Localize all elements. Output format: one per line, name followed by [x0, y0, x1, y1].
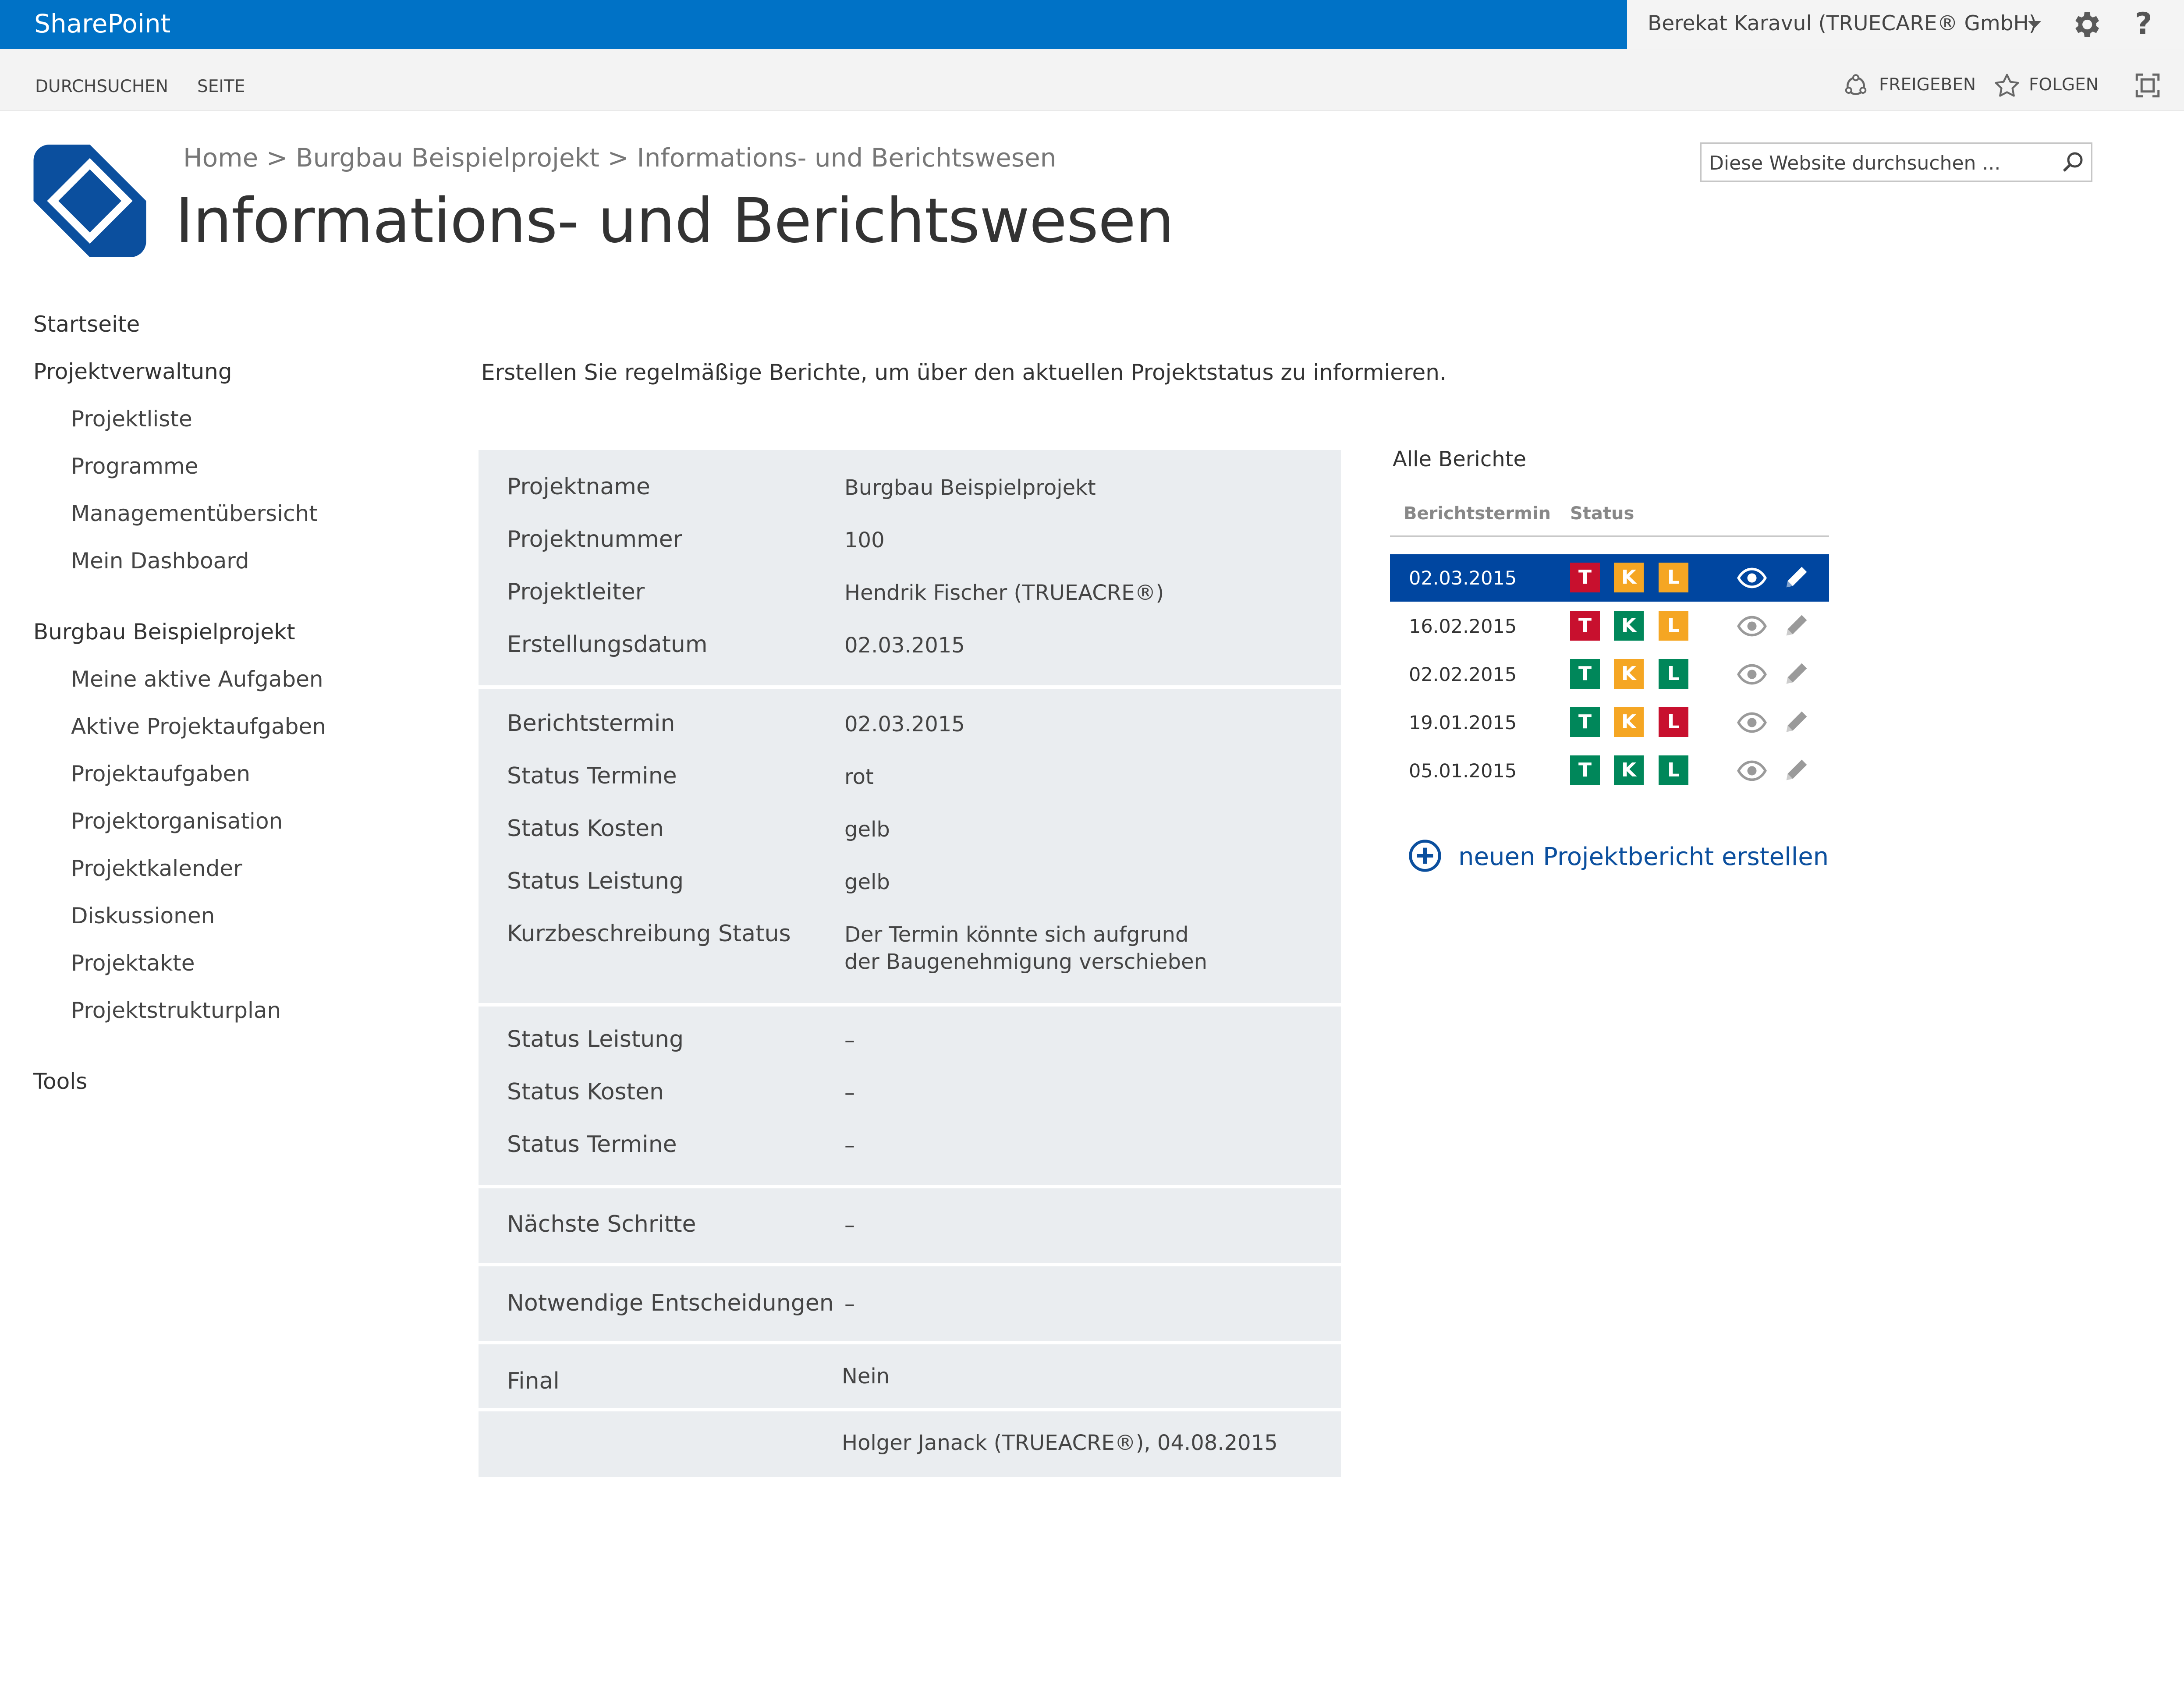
chevron-down-icon[interactable] — [2028, 21, 2041, 28]
nav-projektliste[interactable]: Projektliste — [71, 406, 192, 432]
nav-programme[interactable]: Programme — [71, 454, 199, 479]
nav-mein-dashboard[interactable]: Mein Dashboard — [71, 548, 249, 574]
view-icon[interactable] — [1734, 563, 1769, 593]
value-status-termine-2: – — [844, 1133, 855, 1158]
label-status-kosten-2: Status Kosten — [507, 1079, 664, 1105]
gear-icon[interactable] — [2069, 8, 2102, 41]
status-badge-t: T — [1570, 707, 1600, 737]
follow-button[interactable]: FOLGEN — [2029, 75, 2099, 95]
intro-text: Erstellen Sie regelmäßige Berichte, um über den aktuellen Projektstatus zu informieren. — [481, 360, 1447, 385]
share-icon[interactable] — [1843, 73, 1869, 99]
label-entscheidungen: Notwendige Entscheidungen — [507, 1290, 834, 1316]
search-placeholder: Diese Website durchsuchen ... — [1709, 152, 2001, 174]
edit-icon[interactable] — [1779, 610, 1814, 641]
nav-startseite[interactable]: Startseite — [33, 312, 140, 337]
label-final: Final — [507, 1368, 560, 1394]
label-naechste-schritte: Nächste Schritte — [507, 1211, 696, 1237]
nav-projektakte[interactable]: Projektakte — [71, 950, 195, 976]
help-icon[interactable]: ? — [2135, 7, 2152, 41]
nav-projektverwaltung[interactable]: Projektverwaltung — [33, 359, 232, 384]
value-projektleiter: Hendrik Fischer (TRUEACRE®) — [844, 581, 1164, 605]
nav-projektorganisation[interactable]: Projektorganisation — [71, 808, 283, 834]
status-badge-k: K — [1614, 563, 1644, 592]
value-kurzbeschreibung-line1: Der Termin könnte sich aufgrund — [844, 922, 1189, 947]
value-naechste-schritte: – — [844, 1213, 855, 1237]
add-circle-icon[interactable] — [1408, 838, 1443, 873]
status-badge-t: T — [1570, 659, 1600, 689]
nav-meine-aktive-aufgaben[interactable]: Meine aktive Aufgaben — [71, 666, 323, 692]
label-berichtstermin: Berichtstermin — [507, 710, 675, 737]
nav-projektaufgaben[interactable]: Projektaufgaben — [71, 761, 251, 787]
label-projektnummer: Projektnummer — [507, 526, 683, 553]
label-status-leistung-2: Status Leistung — [507, 1026, 684, 1053]
sharepoint-brand[interactable]: SharePoint — [34, 9, 171, 39]
status-badge-t: T — [1570, 563, 1600, 592]
report-date[interactable]: 02.03.2015 — [1409, 567, 1517, 589]
status-badge-t: T — [1570, 755, 1600, 785]
tab-seite[interactable]: SEITE — [197, 77, 245, 96]
nav-aktive-projektaufgaben[interactable]: Aktive Projektaufgaben — [71, 714, 326, 739]
report-date[interactable]: 05.01.2015 — [1409, 760, 1517, 782]
value-berichtstermin: 02.03.2015 — [844, 712, 965, 737]
report-date[interactable]: 16.02.2015 — [1409, 616, 1517, 638]
focus-mode-icon[interactable] — [2133, 71, 2162, 100]
report-date[interactable]: 02.02.2015 — [1409, 664, 1517, 686]
view-icon[interactable] — [1734, 659, 1769, 690]
col-header-status[interactable]: Status — [1570, 503, 1634, 524]
nav-projektstrukturplan[interactable]: Projektstrukturplan — [71, 998, 281, 1023]
nav-projektkalender[interactable]: Projektkalender — [71, 856, 242, 881]
new-report-label[interactable]: neuen Projektbericht erstellen — [1458, 843, 1829, 871]
reports-heading: Alle Berichte — [1393, 447, 1526, 471]
value-entscheidungen: – — [844, 1292, 855, 1316]
page-title: Informations- und Berichtswesen — [175, 185, 1174, 257]
nav-tools[interactable]: Tools — [33, 1069, 88, 1094]
breadcrumb[interactable]: Home > Burgbau Beispielprojekt > Informations- und Berichtswesen — [183, 143, 1057, 173]
suite-brand-area — [0, 0, 1627, 49]
label-erstellungsdatum: Erstellungsdatum — [507, 631, 708, 658]
status-badge-k: K — [1614, 659, 1644, 689]
label-kurzbeschreibung: Kurzbeschreibung Status — [507, 921, 791, 947]
search-icon[interactable] — [2060, 149, 2086, 175]
label-projektleiter: Projektleiter — [507, 579, 645, 605]
label-status-kosten: Status Kosten — [507, 815, 664, 842]
nav-diskussionen[interactable]: Diskussionen — [71, 903, 215, 929]
value-final: Nein — [842, 1364, 890, 1389]
value-status-kosten: gelb — [844, 817, 890, 842]
nav-managementuebersicht[interactable]: Managementübersicht — [71, 501, 318, 526]
col-header-date[interactable]: Berichtstermin — [1404, 503, 1551, 524]
status-badge-t: T — [1570, 611, 1600, 641]
status-badge-l: L — [1659, 707, 1688, 737]
status-badge-l: L — [1659, 659, 1688, 689]
value-status-termine: rot — [844, 765, 874, 789]
report-date[interactable]: 19.01.2015 — [1409, 712, 1517, 734]
label-projektname: Projektname — [507, 474, 650, 500]
edit-icon[interactable] — [1779, 706, 1814, 737]
view-icon[interactable] — [1734, 755, 1769, 786]
signature-text: Holger Janack (TRUEACRE®), 04.08.2015 — [842, 1431, 1278, 1455]
edit-icon[interactable] — [1779, 658, 1814, 689]
tab-durchsuchen[interactable]: DURCHSUCHEN — [35, 77, 168, 96]
status-badge-k: K — [1614, 755, 1644, 785]
star-icon[interactable] — [1993, 72, 2021, 100]
user-menu[interactable]: Berekat Karavul (TRUECARE® GmbH) — [1648, 11, 2037, 35]
nav-burgbau-beispielprojekt[interactable]: Burgbau Beispielprojekt — [33, 619, 295, 645]
label-status-termine-2: Status Termine — [507, 1131, 677, 1158]
view-icon[interactable] — [1734, 707, 1769, 738]
value-status-leistung-2: – — [844, 1028, 855, 1053]
status-badge-l: L — [1659, 563, 1688, 592]
view-icon[interactable] — [1734, 611, 1769, 641]
value-status-leistung: gelb — [844, 870, 890, 894]
status-badge-k: K — [1614, 707, 1644, 737]
edit-icon[interactable] — [1779, 755, 1814, 785]
edit-icon[interactable] — [1779, 562, 1814, 592]
status-badge-k: K — [1614, 611, 1644, 641]
value-erstellungsdatum: 02.03.2015 — [844, 633, 965, 658]
section-final — [479, 1344, 1341, 1408]
value-projektname: Burgbau Beispielprojekt — [844, 475, 1096, 500]
status-badge-l: L — [1659, 755, 1688, 785]
share-button[interactable]: FREIGEBEN — [1879, 75, 1976, 95]
label-status-termine: Status Termine — [507, 763, 677, 789]
value-status-kosten-2: – — [844, 1081, 855, 1105]
value-kurzbeschreibung-line2: der Baugenehmigung verschieben — [844, 950, 1208, 974]
site-logo[interactable] — [32, 145, 147, 257]
label-status-leistung: Status Leistung — [507, 868, 684, 894]
status-badge-l: L — [1659, 611, 1688, 641]
header-divider — [1390, 535, 1829, 537]
value-projektnummer: 100 — [844, 528, 885, 553]
